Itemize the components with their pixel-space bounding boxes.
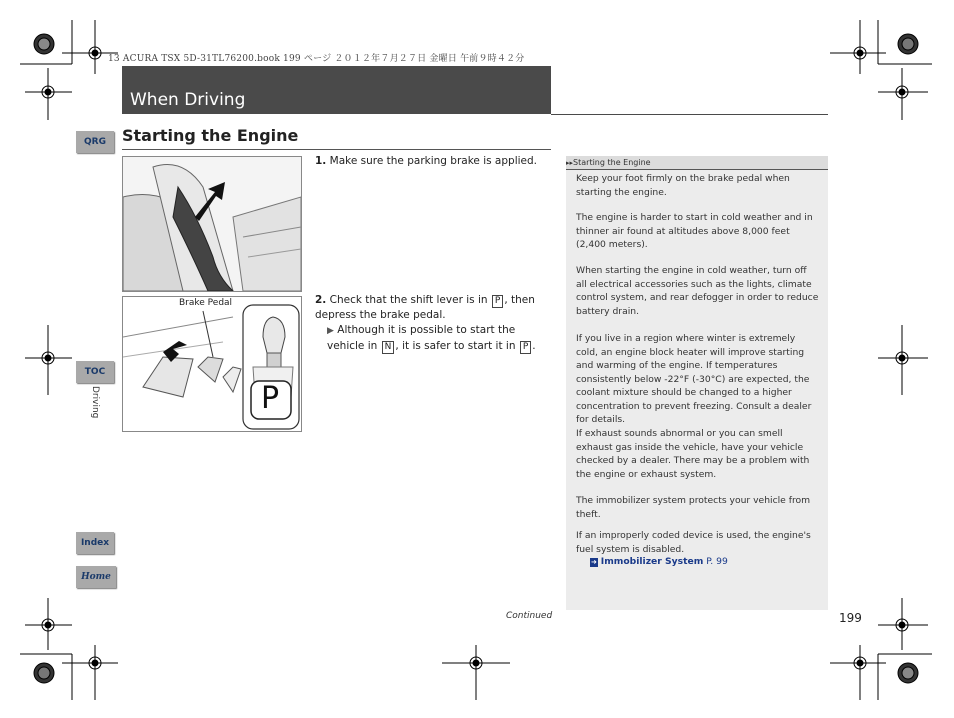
subnote-middle: , it is safer to start it in bbox=[395, 340, 516, 352]
print-header: 13 ACURA TSX 5D-31TL76200.book 199 ページ ２０１２年７月２７日 金曜日 午前９時４２分 bbox=[108, 54, 525, 64]
parking-brake-drawing bbox=[123, 157, 301, 291]
note-cold-weather: The engine is harder to start in cold weather and in thinner air found at altitudes above 8,000 feet (2,400 meters). bbox=[576, 212, 813, 250]
index-button[interactable]: Index bbox=[76, 532, 114, 554]
step-1-text: Make sure the parking brake is applied. bbox=[329, 155, 537, 167]
gear-p-icon: P bbox=[492, 295, 503, 308]
immobilizer-link-label: Immobilizer System bbox=[600, 556, 704, 567]
gear-n-icon: N bbox=[382, 341, 395, 354]
toc-button[interactable]: TOC bbox=[76, 361, 114, 383]
step-2-subnote bbox=[315, 323, 551, 354]
page-heading: Starting the Engine bbox=[122, 126, 299, 145]
note-exhaust: If exhaust sounds abnormal or you can smell exhaust gas inside the vehicle, have your vehicle checked by a dealer. There may be a problem with the engine or exhaust system. bbox=[576, 428, 810, 480]
step-2-number: 2. bbox=[315, 294, 327, 306]
immobilizer-link[interactable] bbox=[590, 556, 728, 567]
notes-heading bbox=[566, 156, 828, 170]
note-accessories: When starting the engine in cold weather, turn off all electrical accessories such as the lights, climate control system, and rear defogger in order to reduce battery drain. bbox=[576, 265, 819, 317]
note-brake-pedal: Keep your foot firmly on the brake pedal when starting the engine. bbox=[576, 173, 790, 198]
subnote-after: . bbox=[532, 340, 536, 352]
note-immobilizer: The immobilizer system protects your vehicle from theft. bbox=[576, 495, 811, 520]
brake-pedal-label: Brake Pedal bbox=[179, 298, 233, 308]
park-indicator: P bbox=[261, 381, 280, 416]
immobilizer-link-page: P. 99 bbox=[706, 556, 728, 567]
link-arrow-icon: ➜ bbox=[591, 558, 597, 566]
subnote-before: Although it is possible to start the vehicle in bbox=[327, 324, 516, 352]
notes-heading-text: Starting the Engine bbox=[573, 158, 651, 167]
continued-label: Continued bbox=[506, 611, 553, 621]
section-rule bbox=[551, 114, 828, 115]
qrg-button[interactable]: QRG bbox=[76, 131, 114, 153]
double-arrow-icon: ▸▸ bbox=[566, 159, 574, 167]
brake-pedal-shifter-illustration bbox=[122, 296, 302, 432]
note-improper-device: If an improperly coded device is used, the engine's fuel system is disabled. bbox=[576, 530, 811, 555]
step-2 bbox=[315, 293, 551, 354]
chapter-tab-label: Driving bbox=[90, 386, 100, 419]
triangle-bullet-icon: ▶ bbox=[327, 326, 334, 336]
note-block-heater: If you live in a region where winter is extremely cold, an engine block heater will improve starting and warming of the engine. If temperatures consistently below -22°F (-30°C) are expected, the coolant mixture should be changed to a higher concentration to prevent freezing. Consult a dealer for details. bbox=[576, 333, 812, 425]
step-2-text-before: Check that the shift lever is in bbox=[329, 294, 488, 306]
gear-p-icon-2: P bbox=[520, 341, 531, 354]
step-2-text-after: , then depress the brake pedal. bbox=[315, 294, 535, 321]
step-1-number: 1. bbox=[315, 155, 327, 167]
home-button[interactable]: Home bbox=[76, 566, 116, 588]
heading-rule bbox=[122, 149, 551, 150]
page-number: 199 bbox=[839, 611, 862, 625]
parking-brake-illustration bbox=[122, 156, 302, 292]
step-1 bbox=[315, 154, 551, 169]
section-title: When Driving bbox=[130, 90, 246, 110]
